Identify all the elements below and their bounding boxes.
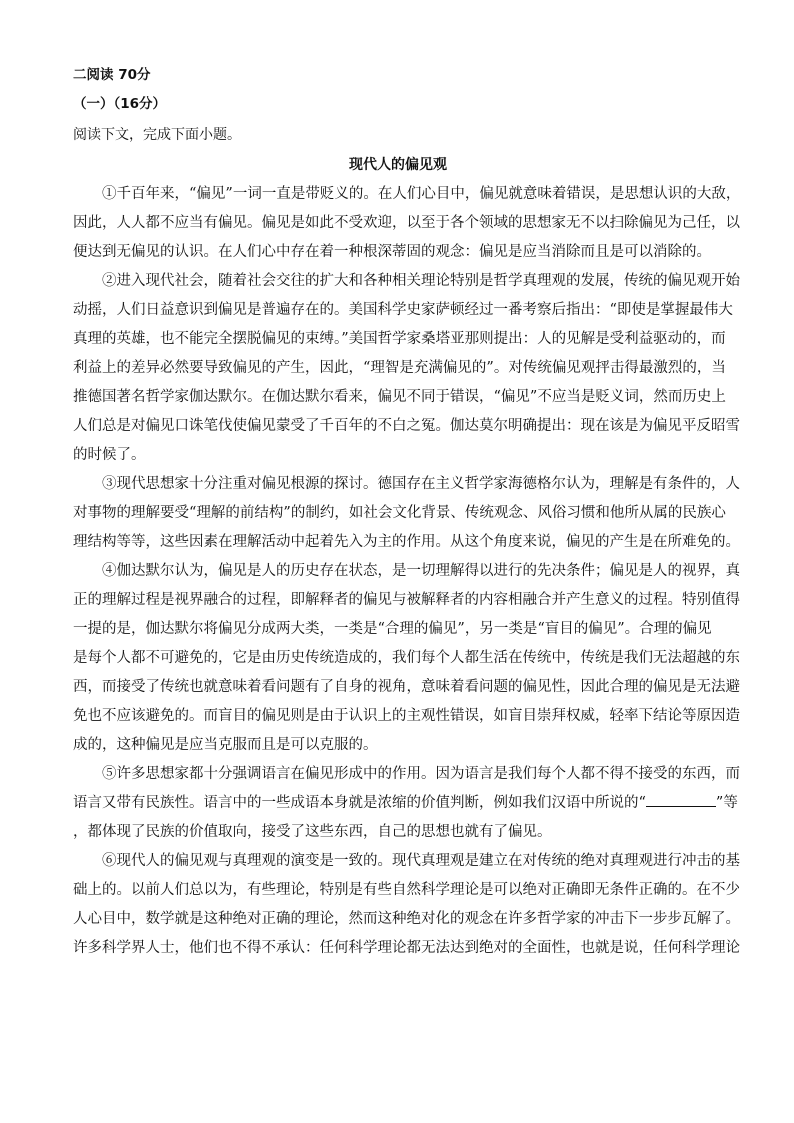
paragraph-line: 西，而接受了传统也就意味着看问题有了自身的视角，意味着看问题的偏见性，因此合理的偏见是无法避 bbox=[73, 679, 740, 695]
paragraph-line: 因此，人人都不应当有偏见。偏见是如此不受欢迎，以至于各个领域的思想家无不以扫除偏见为己任，以 bbox=[73, 215, 740, 231]
sub-heading: （一）（16分） bbox=[73, 96, 167, 112]
paragraph-line: 的时候了。 bbox=[73, 447, 146, 463]
paragraph-line-text: ”等 bbox=[715, 795, 738, 811]
paragraph-line-text: 语言又带有民族性。语言中的一些成语本身就是浓缩的价值判断，例如我们汉语中所说的“ bbox=[73, 795, 646, 811]
paragraph-line: 理结构等等，这些因素在理解活动中起着先入为主的作用。从这个角度来说，偏见的产生是在所难免的。 bbox=[73, 534, 740, 550]
article-title: 现代人的偏见观 bbox=[349, 157, 447, 173]
paragraph-line: 真理的英雄，也不能完全摆脱偏见的束缚。”美国哲学家桑塔亚那则提出：人的见解是受利益驱动的，而 bbox=[73, 331, 726, 347]
paragraph-line: 正的理解过程是视界融合的过程，即解释者的偏见与被解释者的内容相融合并产生意义的过程。特别值得 bbox=[73, 592, 740, 608]
paragraph-line: 是每个人都不可避免的，它是由历史传统造成的，我们每个人都生活在传统中，传统是我们无法超越的东 bbox=[73, 650, 740, 666]
paragraph-line: 动摇，人们日益意识到偏见是普遍存在的。美国科学史家萨顿经过一番考察后指出：“即使是掌握最伟大 bbox=[73, 302, 733, 318]
paragraph-5 bbox=[73, 760, 740, 847]
paragraph-line: 一提的是，伽达默尔将偏见分成两大类，一类是“合理的偏见”，另一类是“盲目的偏见”。合理的偏见 bbox=[73, 621, 712, 637]
paragraph-line: 人们总是对偏见口诛笔伐使偏见蒙受了千百年的不白之冤。伽达莫尔明确提出：现在该是为偏见平反昭雪 bbox=[73, 418, 740, 434]
paragraph-line: 人心目中，数学就是这种绝对正确的理论，然而这种绝对化的观念在许多哲学家的冲击下一步步瓦解了。 bbox=[73, 911, 740, 927]
paragraph-1 bbox=[73, 180, 741, 267]
paragraph-line: ⑤许多思想家都十分强调语言在偏见形成中的作用。因为语言是我们每个人都不得不接受的东西，而 bbox=[102, 766, 740, 782]
section-heading: 二阅读 70分 bbox=[73, 67, 151, 83]
paragraph-4 bbox=[73, 557, 740, 760]
paragraph-line: ⑥现代人的偏见观与真理观的演变是一致的。现代真理观是建立在对传统的绝对真理观进行冲击的基 bbox=[102, 853, 740, 869]
paragraph-line: 础上的。以前人们总以为，有些理论，特别是有些自然科学理论是可以绝对正确即无条件正确的。在不少 bbox=[73, 882, 740, 898]
fill-in-blank bbox=[646, 792, 716, 807]
paragraph-2 bbox=[73, 267, 740, 470]
paragraph-line: 对事物的理解要受“理解的前结构”的制约，如社会文化背景、传统观念、风俗习惯和他所从属的民族心 bbox=[73, 505, 726, 521]
paragraph-line: 免也不应该避免的。而盲目的偏见则是由于认识上的主观性错误，如盲目崇拜权威，轻率下结论等原因造 bbox=[73, 708, 740, 724]
paragraph-line: ，都体现了民族的价值取向，接受了这些东西，自己的思想也就有了偏见。 bbox=[73, 824, 552, 840]
paragraph-3 bbox=[73, 470, 740, 557]
paragraph-line: 许多科学界人士，他们也不得不承认：任何科学理论都无法达到绝对的全面性，也就是说，任何科学理论 bbox=[73, 940, 740, 956]
paragraph-line: 便达到无偏见的认识。在人们心中存在着一种根深蒂固的观念：偏见是应当消除而且是可以消除的。 bbox=[73, 244, 711, 260]
paragraph-line: 推德国著名哲学家伽达默尔。在伽达默尔看来，偏见不同于错误，“偏见”不应当是贬义词，然而历史上 bbox=[73, 389, 726, 405]
reading-instruction: 阅读下文，完成下面小题。 bbox=[73, 127, 241, 143]
paragraph-6 bbox=[73, 847, 740, 963]
paragraph-line: ①千百年来，“偏见”一词一直是带贬义的。在人们心目中，偏见就意味着错误，是思想认识的大敌， bbox=[102, 186, 741, 202]
paragraph-line: ③现代思想家十分注重对偏见根源的探讨。德国存在主义哲学家海德格尔认为，理解是有条件的，人 bbox=[102, 476, 740, 492]
paragraph-line: ②进入现代社会，随着社会交往的扩大和各种相关理论特别是哲学真理观的发展，传统的偏见观开始 bbox=[102, 273, 740, 289]
paragraph-line: 成的，这种偏见是应当克服而且是可以克服的。 bbox=[73, 737, 378, 753]
paragraph-line-with-blank bbox=[73, 789, 738, 818]
paragraph-line: ④伽达默尔认为，偏见是人的历史存在状态，是一切理解得以进行的先决条件；偏见是人的视界，真 bbox=[102, 563, 740, 579]
paragraph-line: 利益上的差异必然要导致偏见的产生，因此，“理智是充满偏见的”。对传统偏见观抨击得最激烈的，当 bbox=[73, 360, 726, 376]
document-page bbox=[73, 62, 741, 963]
